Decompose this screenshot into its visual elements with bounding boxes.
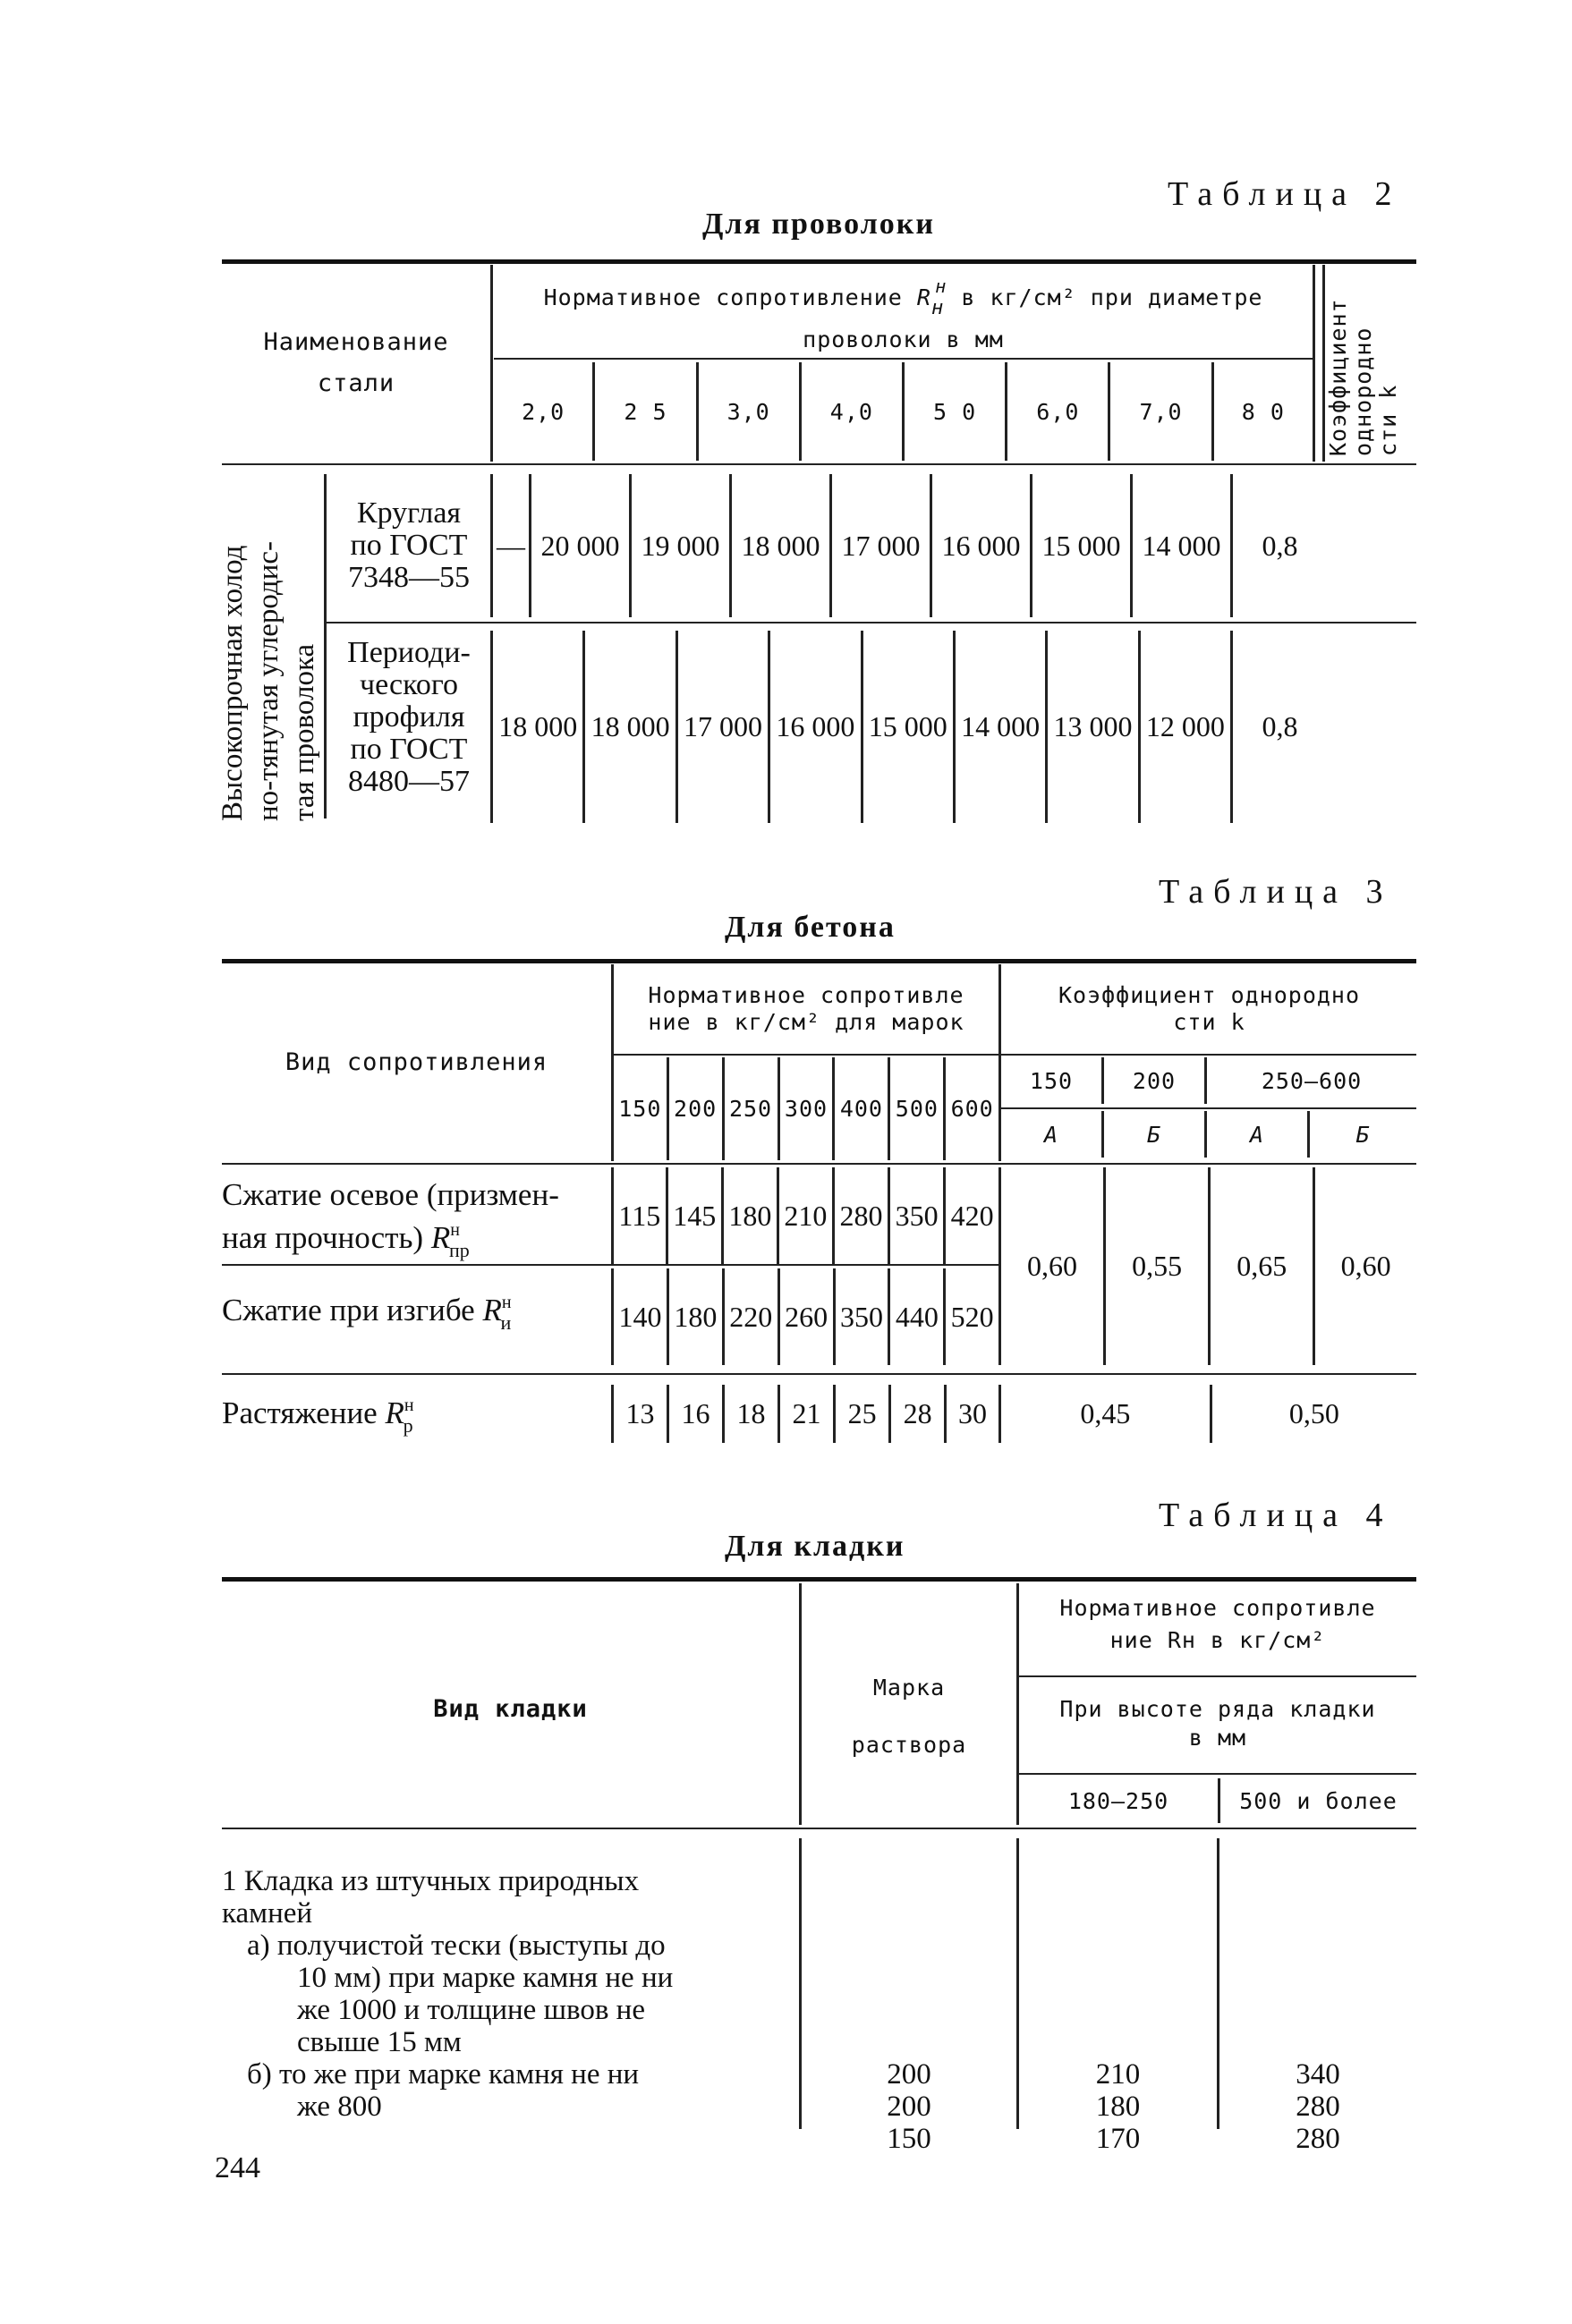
value-cell: 260 — [778, 1268, 834, 1365]
table2-row1 — [490, 474, 1327, 617]
table2-group-label: Высокопрочная холод но-тянутая углеродис- тая проволока — [217, 541, 320, 821]
diameter-cell: 4,0 — [800, 362, 903, 461]
coef-cell: 0,55 — [1105, 1167, 1210, 1365]
value-cell: 420 — [945, 1167, 998, 1264]
table3-top-rule — [222, 959, 1416, 963]
value-cell: 220 — [723, 1268, 778, 1365]
value-cell: 30 — [946, 1385, 998, 1443]
value-cell: 210 — [778, 1167, 833, 1264]
table3-title: Для бетона — [725, 911, 896, 944]
value-cell: 350 — [889, 1167, 945, 1264]
value-cell: — — [492, 474, 531, 617]
coef-cell: 0,60 — [1000, 1167, 1105, 1365]
table2-resistance-header: Нормативное сопротивление $Rн^н$ в кг/см² при диаметре — [543, 276, 1263, 319]
table3-row1-name: Сжатие осевое (призмен- ная прочность) $R^н_{пр}$ — [222, 1177, 559, 1261]
value-cell: 14 000 — [1131, 474, 1231, 617]
table3-grades-row — [614, 1057, 998, 1160]
value-cell: 115 — [613, 1167, 667, 1264]
value-cell: 140 — [613, 1268, 668, 1365]
grade-cell: 200 — [667, 1057, 723, 1160]
table2-row2-name: Периоди- ческого профиля по ГОСТ 8480—57 — [347, 636, 471, 798]
page-number: 244 — [215, 2151, 260, 2184]
value-cell: 180 — [667, 1268, 723, 1365]
coef-grade-cell: 150 — [1029, 1067, 1074, 1094]
table2-label: Таблица 2 — [1168, 175, 1402, 213]
grade-cell: 250 — [723, 1057, 778, 1160]
diameter-cell: 6,0 — [1007, 362, 1109, 461]
table4-heights-row — [1019, 1778, 1416, 1823]
table2-resistance-header-2: проволоки в мм — [803, 327, 1004, 352]
table3-row2 — [611, 1268, 998, 1365]
table4-mortar-header: Марка раствора — [851, 1675, 967, 1758]
value-cell: 18 000 — [492, 631, 584, 823]
coef-cell: 0,8 — [1232, 474, 1328, 617]
table2-coef-header: Коэффициент однородно сти k — [1325, 298, 1401, 456]
coef-sub-cell: Б — [1309, 1111, 1417, 1158]
grade-cell: 600 — [945, 1057, 998, 1160]
table3-coef-tension — [998, 1385, 1416, 1443]
diameter-cell: 2,0 — [522, 398, 565, 425]
value-cell: 14 000 — [954, 631, 1046, 823]
coef-sub-cell: А — [1043, 1121, 1059, 1148]
table4-height-header: При высоте ряда кладки в мм — [1059, 1696, 1376, 1751]
value-cell: 13 000 — [1047, 631, 1139, 823]
coef-cell: 0,65 — [1210, 1167, 1314, 1365]
table3-label: Таблица 3 — [1159, 873, 1393, 911]
value-cell: 350 — [834, 1268, 889, 1365]
table4-body-text: 1 Кладка из штучных природных камней а) получистой тески (выступы до 10 мм) при марке камня не ни же 1000 и толщине швов не свыше 15 мм б) то же при марке камня не ни же 800 — [222, 1865, 674, 2123]
diameter-cell: 3,0 — [697, 362, 800, 461]
table3-norm-header: Нормативное сопротивле ние в кг/см² для марок — [648, 982, 964, 1035]
coef-cell: 0,45 — [1000, 1385, 1211, 1443]
value-cell: 18 000 — [731, 474, 831, 617]
value-cell: 16 000 — [769, 631, 862, 823]
table2-row1-name: Круглая по ГОСТ 7348—55 — [348, 496, 470, 594]
value-cell: 25 — [835, 1385, 890, 1443]
table3-type-header: Вид сопротивления — [285, 1048, 548, 1076]
diameter-cell: 8 0 — [1212, 362, 1313, 461]
grade-cell: 500 — [889, 1057, 945, 1160]
value-cell: 280 — [833, 1167, 888, 1264]
table3-row3-name: Растяжение $R^н_р$ — [222, 1395, 414, 1437]
coef-cell: 0,8 — [1232, 631, 1328, 823]
height-cell: 180—250 — [1067, 1787, 1169, 1814]
height-cell: 500 и более — [1219, 1778, 1417, 1823]
value-cell: 15 000 — [862, 631, 954, 823]
value-cell: 28 — [890, 1385, 946, 1443]
value-cell: 13 — [613, 1385, 668, 1443]
value-cell: 12 000 — [1139, 631, 1231, 823]
table4-norm-header: Нормативное сопротивле ние Rн в кг/см² — [1059, 1595, 1376, 1653]
table2-name-header: Наименование стали — [263, 328, 449, 397]
table4-type-header: Вид кладки — [433, 1695, 588, 1723]
value-cell: 520 — [945, 1268, 998, 1365]
coef-cell: 0,60 — [1314, 1167, 1416, 1365]
value-cell: 16 000 — [931, 474, 1032, 617]
diameter-cell: 5 0 — [903, 362, 1006, 461]
table2-row2 — [490, 631, 1327, 823]
value-cell: 17 000 — [676, 631, 769, 823]
coef-sub-cell: Б — [1103, 1111, 1206, 1158]
table3-coef-grades-row — [1001, 1057, 1416, 1104]
value-cell: 21 — [779, 1385, 835, 1443]
value-cell: 16 — [668, 1385, 724, 1443]
value-cell: 180 — [722, 1167, 778, 1264]
table2-diameter-row — [494, 362, 1313, 461]
coef-cell: 0,50 — [1211, 1385, 1416, 1443]
table4-label: Таблица 4 — [1159, 1497, 1393, 1534]
value-cell: 440 — [889, 1268, 945, 1365]
table4-mortar-values: 200 200 150 — [887, 2058, 931, 2155]
table2-title: Для проволоки — [702, 208, 935, 241]
table3-coef-sub-row — [1001, 1111, 1416, 1158]
table3-row2-name: Сжатие при изгибе $R^н_и$ — [222, 1293, 512, 1334]
grade-cell: 150 — [618, 1096, 662, 1122]
grade-cell: 300 — [778, 1057, 834, 1160]
value-cell: 17 000 — [831, 474, 931, 617]
value-cell: 20 000 — [531, 474, 631, 617]
diameter-cell: 2 5 — [594, 362, 697, 461]
coef-sub-cell: А — [1206, 1111, 1309, 1158]
value-cell: 19 000 — [631, 474, 731, 617]
table3-row3 — [611, 1385, 998, 1443]
value-cell: 18 — [724, 1385, 779, 1443]
table3-row1 — [611, 1167, 998, 1264]
table2-top-rule — [222, 259, 1416, 264]
value-cell: 145 — [667, 1167, 722, 1264]
value-cell: 18 000 — [584, 631, 676, 823]
table4-h1-values: 210 180 170 — [1095, 2058, 1141, 2155]
table4-top-rule — [222, 1577, 1416, 1582]
grade-cell: 400 — [834, 1057, 889, 1160]
coef-grade-cell: 200 — [1103, 1057, 1206, 1104]
table4-h2-values: 340 280 280 — [1296, 2058, 1340, 2155]
table4-title: Для кладки — [725, 1530, 905, 1563]
table3-coef-compression — [998, 1167, 1416, 1365]
table3-coef-header: Коэффициент однородно сти k — [1058, 982, 1361, 1035]
coef-grade-cell: 250—600 — [1206, 1057, 1417, 1104]
diameter-cell: 7,0 — [1109, 362, 1212, 461]
value-cell: 15 000 — [1031, 474, 1131, 617]
